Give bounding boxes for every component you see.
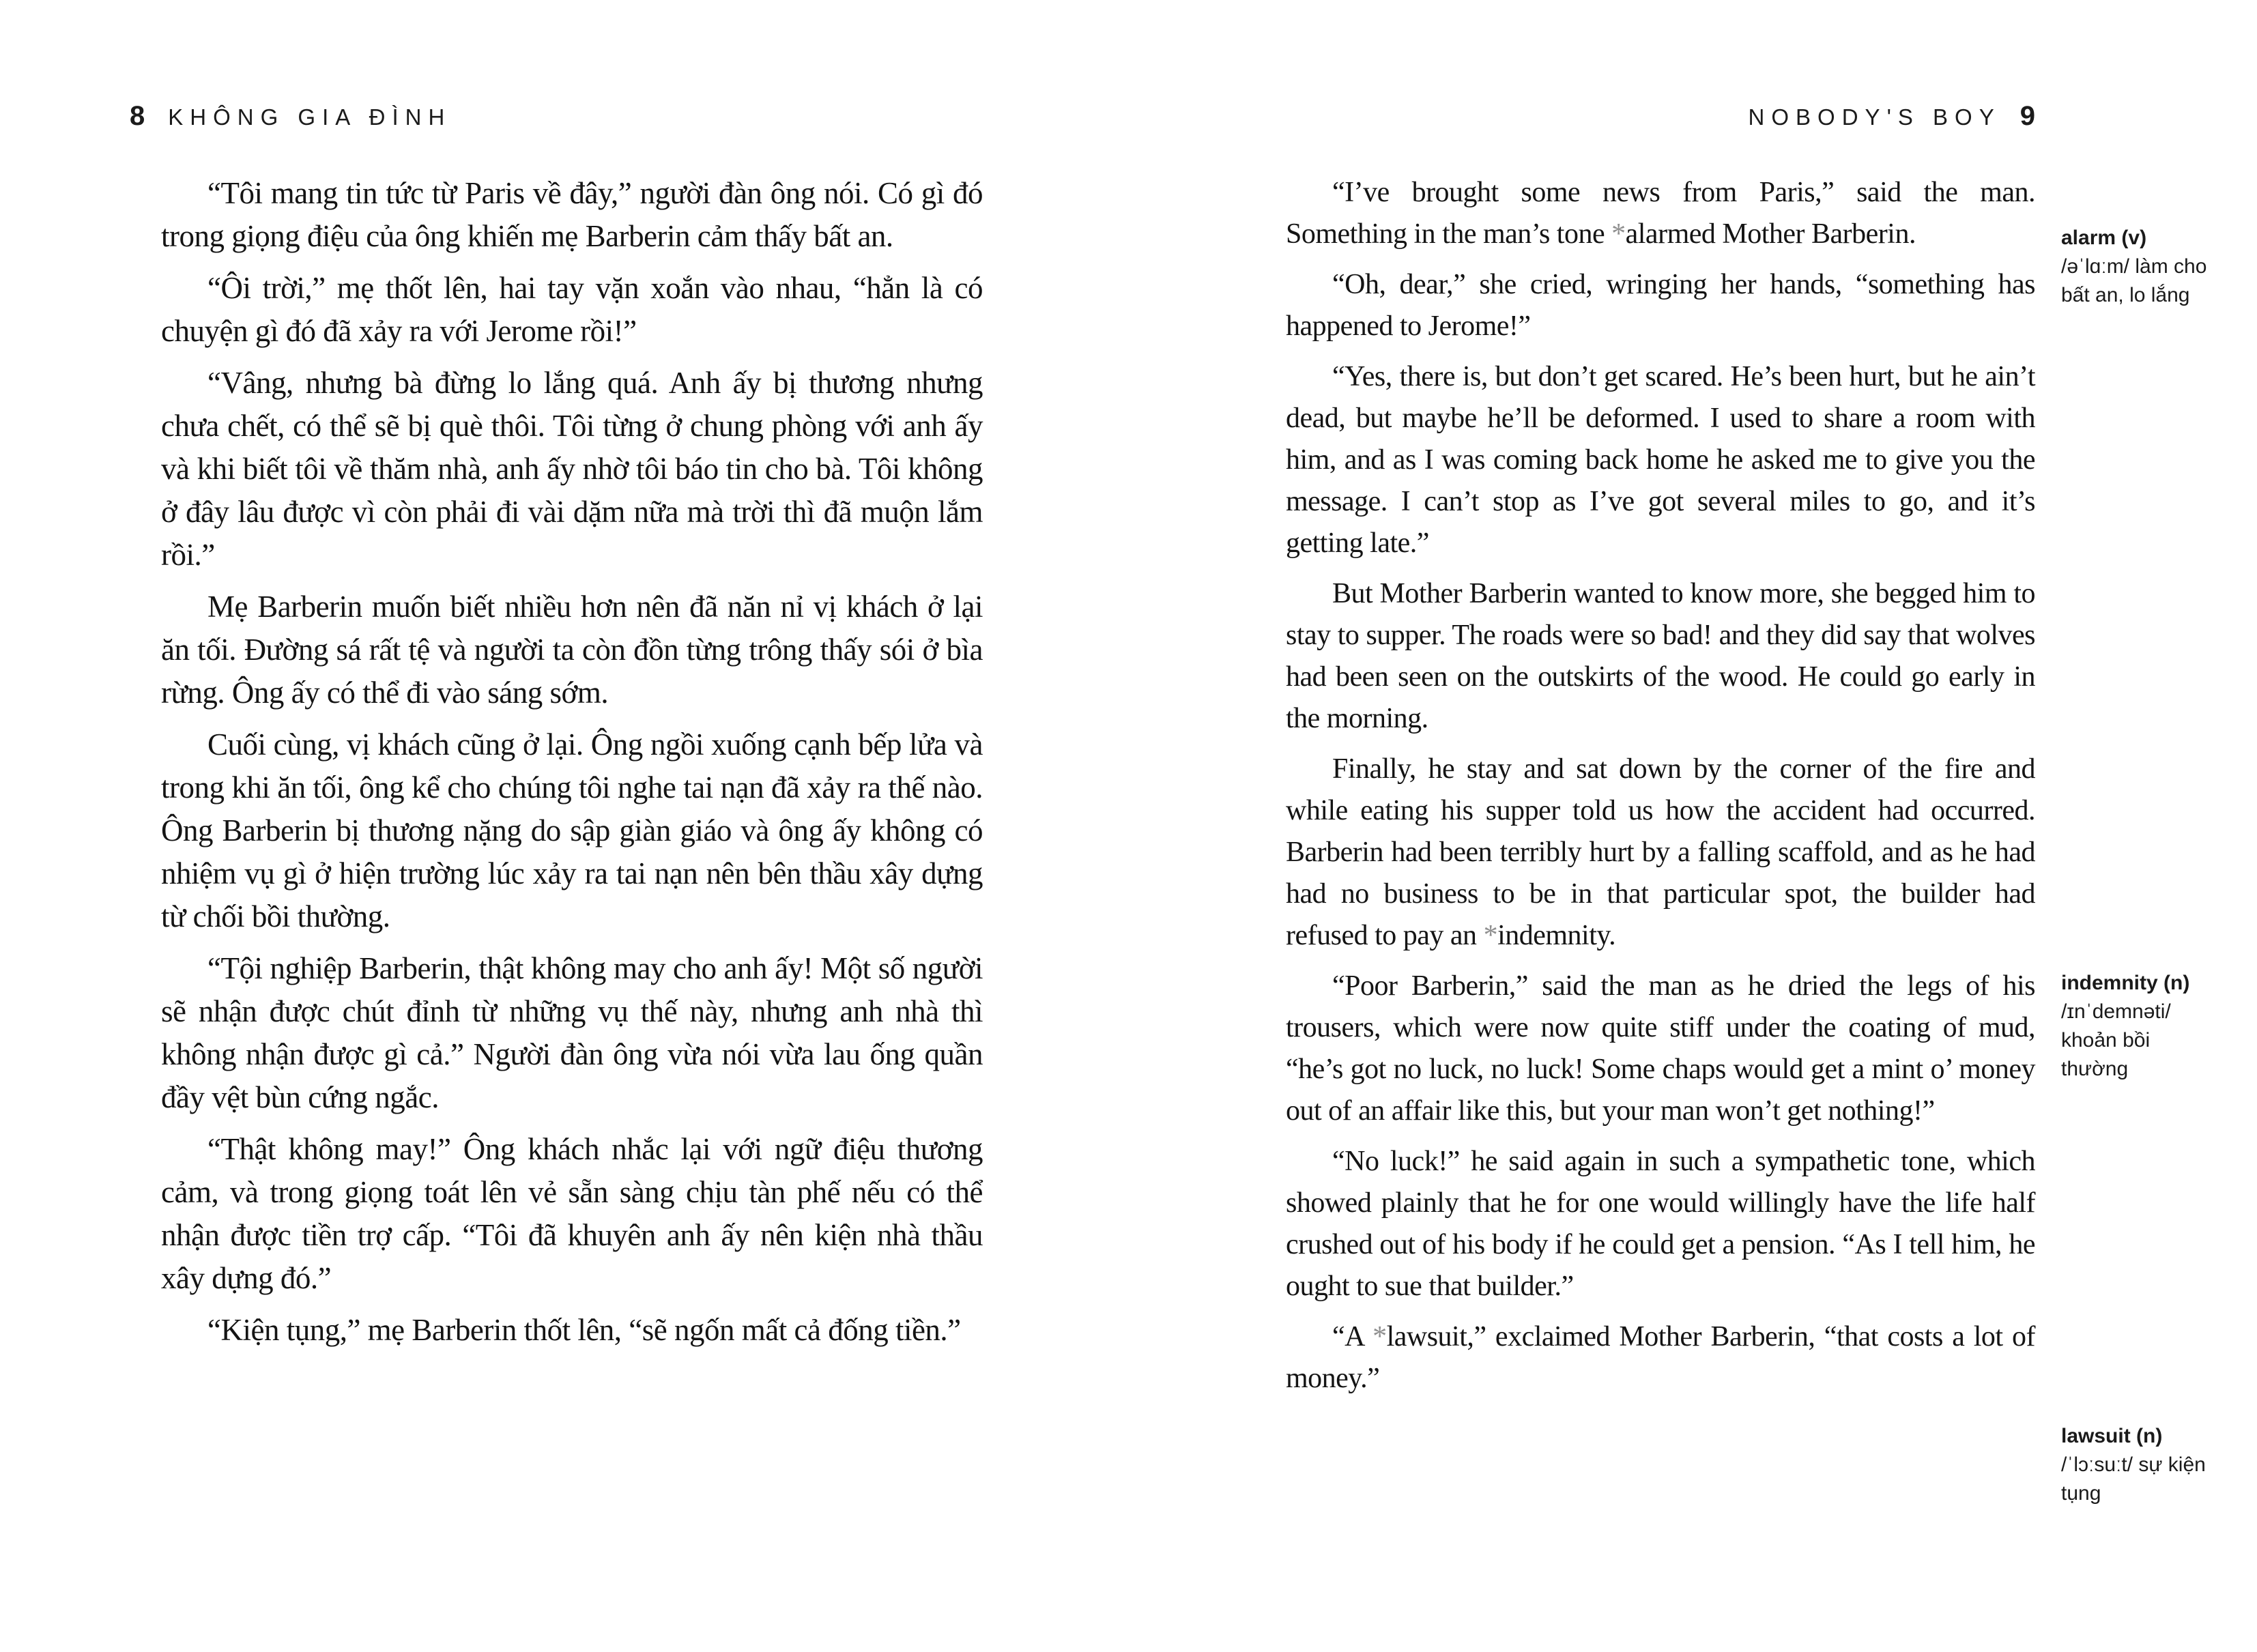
vocab-asterisk-marker: * xyxy=(1483,920,1498,951)
vocab-asterisk-marker: * xyxy=(1611,218,1626,250)
note-meaning: làm cho bất an, lo lắng xyxy=(2061,255,2207,306)
note-phonetic: /ɪnˈdemnəti/ xyxy=(2061,1000,2171,1023)
vocab-asterisk-marker: * xyxy=(1372,1321,1387,1352)
paragraph xyxy=(1286,1316,2035,1400)
paragraph: Cuối cùng, vị khách cũng ở lại. Ông ngồi xuống cạnh bếp lửa và trong khi ăn tối, ông kể cho chúng tôi nghe tai nạn đã xảy ra thế nào. Ông Barberin bị thương nặng do sập giàn giáo và ông ấy không có nhiệm vụ gì ở hiện trường lúc xảy ra tai nạn nên bên thầu xây dựng từ chối bồi thường. xyxy=(161,727,983,933)
paragraph: “Thật không may!” Ông khách nhắc lại với ngữ điệu thương cảm, và trong giọng toát lên vẻ sẵn sàng chịu tàn phế nếu có thể nhận được tiền trợ cấp. “Tôi đã khuyên anh ấy nên kiện nhà thầu xây dựng đó.” xyxy=(161,1132,983,1295)
note-definition xyxy=(2061,1451,2208,1508)
paragraph: “Kiện tụng,” mẹ Barberin thốt lên, “sẽ ngốn mất cả đống tiền.” xyxy=(207,1313,961,1347)
note-phonetic: /ˈlɔːsuːt/ xyxy=(2061,1453,2133,1476)
right-page-header xyxy=(1286,101,2035,132)
paragraph xyxy=(1286,573,2035,740)
left-running-title: KHÔNG GIA ĐÌNH xyxy=(168,104,452,130)
paragraph: “Tôi mang tin tức từ Paris về đây,” người đàn ông nói. Có gì đó trong giọng điệu của ông khiến mẹ Barberin cảm thấy bất an. xyxy=(161,176,983,253)
vocab-word: indemnity xyxy=(1497,920,1609,951)
margin-note-indemnity xyxy=(2061,969,2208,1084)
paragraph xyxy=(1286,966,2035,1132)
text-segment: “Yes, there is, but don’t get scared. He’s been hurt, but he ain’t dead, but maybe he’ll be deformed. I used to share a room with him, and as I was coming back home he asked me to give you the message. I can’t stop as I’ve got several miles to go, and it’s getting late.” xyxy=(1286,361,2035,559)
vocab-word: lawsuit xyxy=(1386,1321,1467,1352)
note-headword: indemnity (n) xyxy=(2061,972,2190,994)
text-segment: Finally, he stay and sat down by the corner of the fire and while eating his supper told us how the accident had occurred. Barberin had been terribly hurt by a falling scaffold, and as he had had no business to be in that particular spot, the builder had refused to pay an xyxy=(1286,753,2035,951)
paragraph: Mẹ Barberin muốn biết nhiều hơn nên đã năn nỉ vị khách ở lại ăn tối. Đường sá rất tệ và người ta còn đồn từng trông thấy sói ở bìa rừng. Ông ấy có thể đi vào sáng sớm. xyxy=(161,590,983,710)
vocab-word: alarmed xyxy=(1625,218,1716,250)
text-segment: “No luck!” he said again in such a sympathetic tone, which showed plainly that he for one would willingly have the life half crushed out of his body if he could get a pension. “As I tell him, he ought to sue that builder.” xyxy=(1286,1146,2035,1302)
right-page-number: 9 xyxy=(2019,101,2035,131)
note-phonetic: /əˈlɑːm/ xyxy=(2061,255,2130,278)
text-segment: “Oh, dear,” she cried, wringing her hands, “something has happened to Jerome!” xyxy=(1286,269,2035,342)
text-segment: “A xyxy=(1332,1321,1373,1352)
paragraph xyxy=(1286,356,2035,564)
text-segment: “I’ve brought some news from Paris,” said the man. Something in the man’s tone xyxy=(1286,177,2035,250)
margin-note-lawsuit xyxy=(2061,1422,2208,1508)
text-segment: But Mother Barberin wanted to know more, she begged him to stay to supper. The roads were so bad! and they did say that wolves had been seen on the outskirts of the wood. He could go early in the morning. xyxy=(1286,578,2035,734)
text-segment: “Poor Barberin,” said the man as he dried the legs of his trousers, which were now quite stiff under the coating of mud, “he’s got no luck, no luck! Some chaps would get a mint o’ money out of an affair like this, but your man won’t get nothing!” xyxy=(1286,970,2035,1127)
paragraph: “Vâng, nhưng bà đừng lo lắng quá. Anh ấy bị thương nhưng chưa chết, có thể sẽ bị què thôi. Tôi từng ở chung phòng với anh ấy và khi biết tôi về thăm nhà, anh ấy nhờ tôi báo tin cho bà. Tôi không ở đây lâu được vì còn phải đi vài dặm nữa mà trời thì đã muộn lắm rồi.” xyxy=(161,366,983,572)
paragraph: “Tội nghiệp Barberin, thật không may cho anh ấy! Một số người sẽ nhận được chút đỉnh từ những vụ thế này, nhưng anh nhà thì không nhận được gì cả.” Người đàn ông vừa nói vừa lau ống quần đầy vệt bùn cứng ngắc. xyxy=(161,951,983,1114)
text-segment: . xyxy=(1609,920,1616,951)
note-headword: alarm (v) xyxy=(2061,227,2147,249)
left-page-body xyxy=(161,172,983,1361)
right-page-body xyxy=(1286,172,2035,1408)
paragraph xyxy=(1286,172,2035,255)
text-segment: ,” exclaimed Mother Barberin, “that costs a lot of money.” xyxy=(1286,1321,2035,1394)
paragraph xyxy=(1286,749,2035,957)
note-definition xyxy=(2061,252,2208,310)
left-page-header xyxy=(130,101,451,132)
paragraph xyxy=(1286,1141,2035,1307)
margin-note-alarm xyxy=(2061,224,2208,310)
right-running-title: NOBODY'S BOY xyxy=(1748,104,2001,130)
note-meaning: khoản bồi thường xyxy=(2061,1029,2151,1080)
paragraph xyxy=(1286,264,2035,347)
note-meaning: sự kiện tụng xyxy=(2061,1453,2206,1505)
note-headword: lawsuit (n) xyxy=(2061,1425,2163,1447)
note-definition xyxy=(2061,998,2208,1084)
paragraph: “Ôi trời,” mẹ thốt lên, hai tay vặn xoắn vào nhau, “hẳn là có chuyện gì đó đã xảy ra với Jerome rồi!” xyxy=(161,271,983,348)
left-page-number: 8 xyxy=(130,101,145,131)
text-segment: Mother Barberin. xyxy=(1715,218,1916,250)
